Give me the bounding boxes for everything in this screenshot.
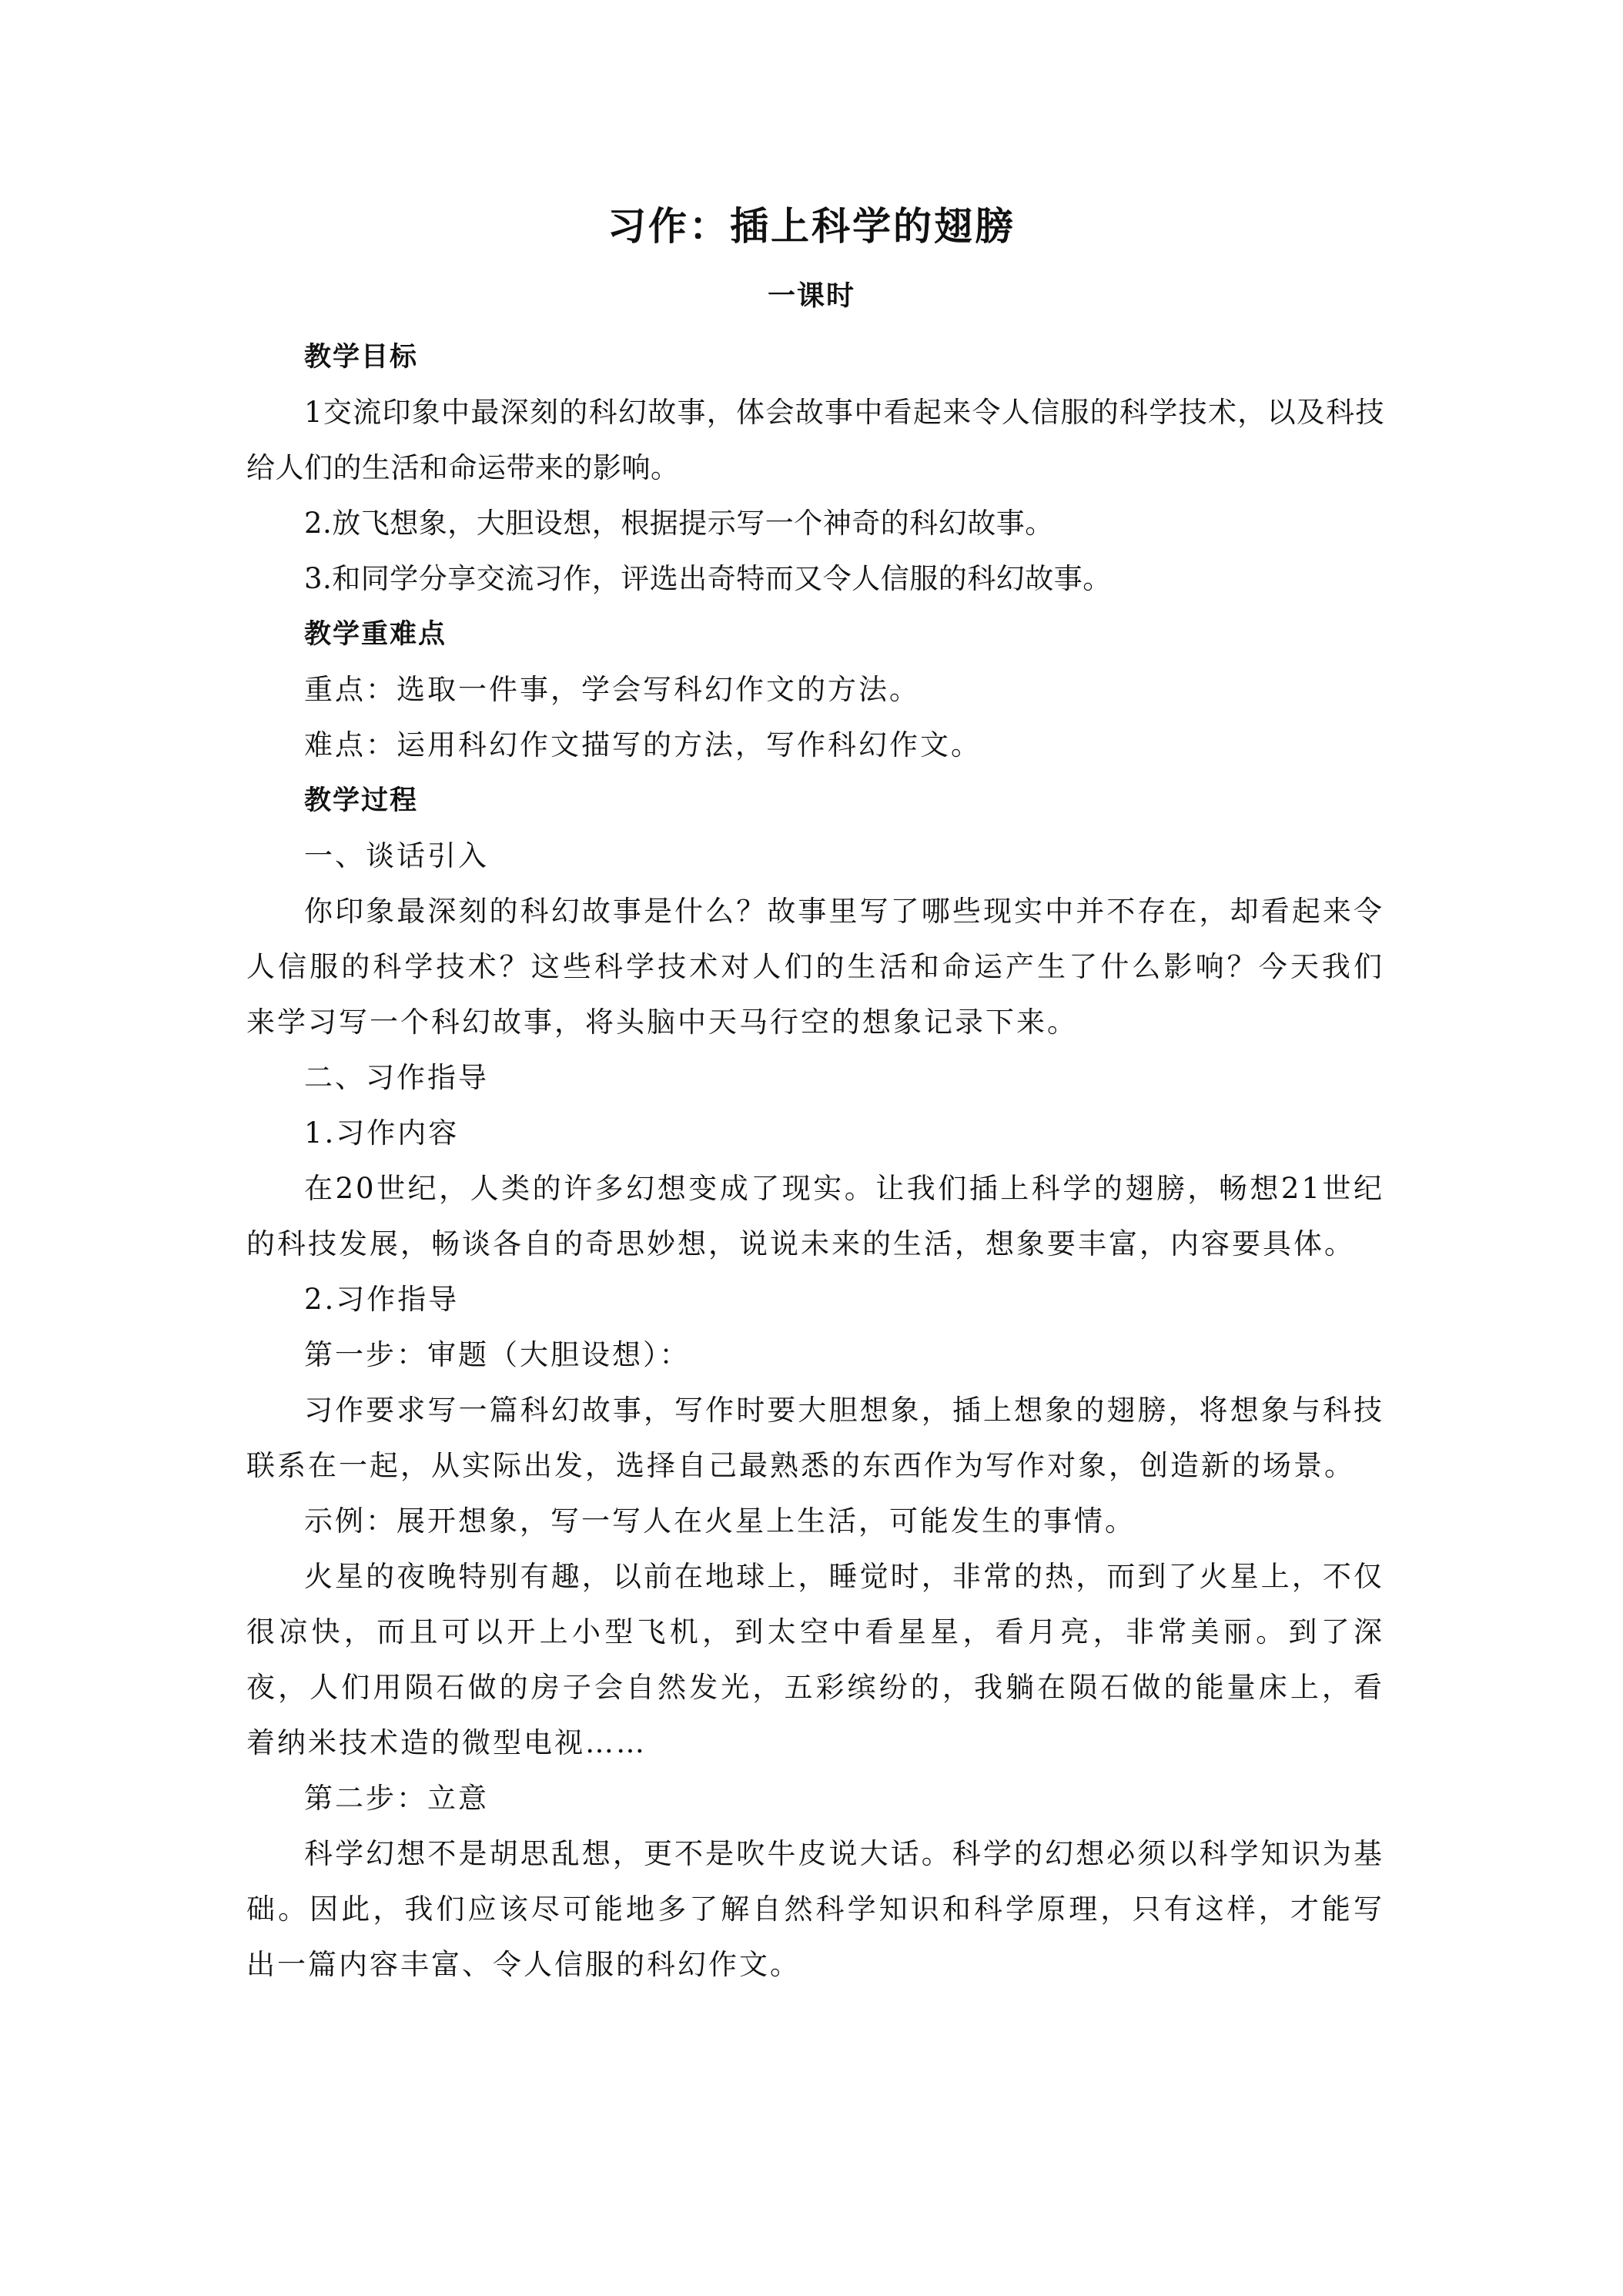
section-heading: 教学重难点 [304,619,447,650]
body-paragraph: 1.习作内容 [304,1116,460,1150]
body-paragraph: 二、习作指导 [304,1061,489,1094]
body-paragraph: 习作要求写一篇科幻故事，写作时要大胆想象，插上想象的翅膀，将想象与科技联系在一起，从实际出发，选择自己最熟悉的东西作为写作对象，创造新的场景。 [246,1394,1384,1482]
body-paragraph: 2.习作指导 [304,1283,460,1316]
document-title: 习作：插上科学的翅膀 [607,204,1016,249]
body-paragraph: 科学幻想不是胡思乱想，更不是吹牛皮说大话。科学的幻想必须以科学知识为基础。因此，我们应该尽可能地多了解自然科学知识和科学原理，只有这样，才能写出一篇内容丰富、令人信服的科幻作文。 [246,1837,1384,1981]
document-body [246,330,1384,1993]
section-heading: 教学目标 [304,342,419,373]
body-paragraph: 你印象最深刻的科幻故事是什么？故事里写了哪些现实中并不存在，却看起来令人信服的科学技术？这些科学技术对人们的生活和命运产生了什么影响？今天我们来学习写一个科幻故事，将头脑中天马行空的想象记录下来。 [246,895,1384,1039]
body-paragraph: 1交流印象中最深刻的科幻故事，体会故事中看起来令人信服的科学技术，以及科技给人们的生活和命运带来的影响。 [246,396,1384,484]
body-paragraph: 3.和同学分享交流习作，评选出奇特而又令人信服的科幻故事。 [304,562,1112,595]
body-paragraph: 示例：展开想象，写一写人在火星上生活，可能发生的事情。 [304,1504,1136,1538]
body-paragraph: 在20世纪，人类的许多幻想变成了现实。让我们插上科学的翅膀，畅想21世纪的科技发展，畅谈各自的奇思妙想，说说未来的生活，想象要丰富，内容要具体。 [246,1172,1384,1260]
body-paragraph: 火星的夜晚特别有趣，以前在地球上，睡觉时，非常的热，而到了火星上，不仅很凉快，而且可以开上小型飞机，到太空中看星星，看月亮，非常美丽。到了深夜，人们用陨石做的房子会自然发光，五彩缤纷的，我躺在陨石做的能量床上，看着纳米技术造的微型电视…… [246,1560,1384,1759]
body-paragraph: 一、谈话引入 [304,839,489,872]
body-paragraph: 重点：选取一件事，学会写科幻作文的方法。 [304,673,920,706]
body-paragraph: 第二步：立意 [304,1782,489,1815]
body-paragraph: 2.放飞想象，大胆设想，根据提示写一个神奇的科幻故事。 [304,507,1054,540]
document-subtitle: 一课时 [767,280,855,312]
body-paragraph: 第一步：审题（大胆设想）： [304,1338,691,1371]
body-paragraph: 难点：运用科幻作文描写的方法，写作科幻作文。 [304,728,982,761]
section-heading: 教学过程 [304,785,419,816]
